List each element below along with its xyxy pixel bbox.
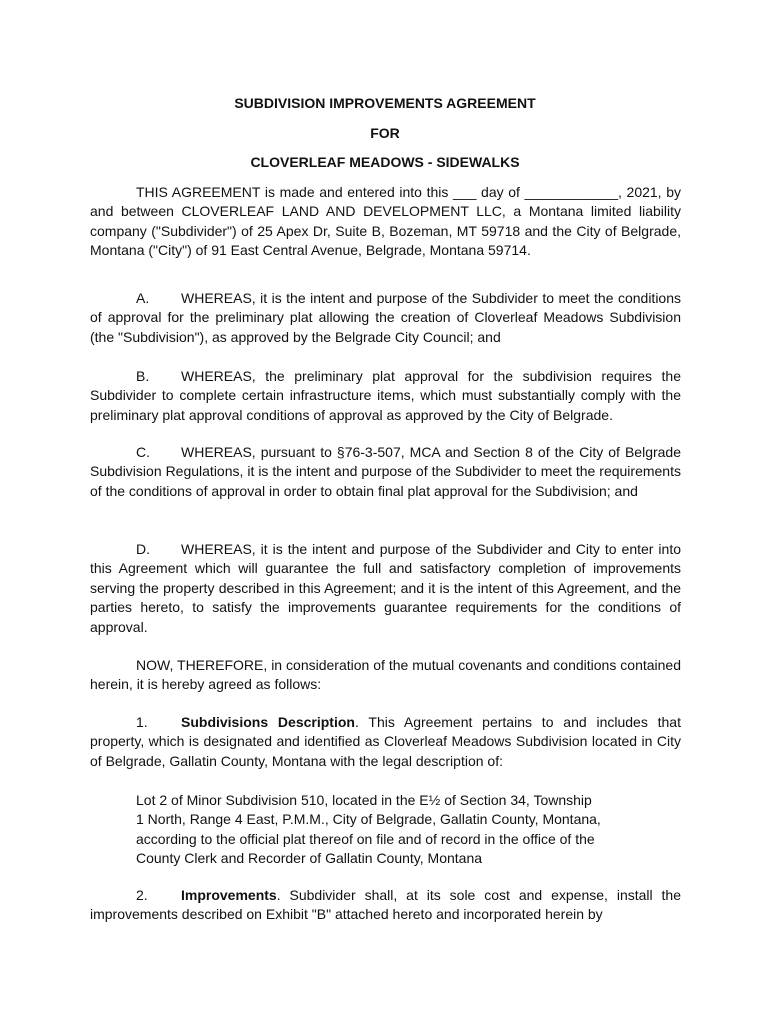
legal-description-line: Lot 2 of Minor Subdivision 510, located in the E½ of Section 34, Township [136,792,592,808]
legal-description-line: according to the official plat thereof on file and of record in the office of the [136,830,595,847]
recital-text: WHEREAS, it is the intent and purpose of the Subdivider to meet the conditions of approval for the preliminary plat allowing the creation of Cloverleaf Meadows Subdivision (the "Subdivision"), as approved by the Belgrade City Council; and [90,290,681,345]
recital-text: WHEREAS, the preliminary plat approval for the subdivision requires the Subdivider to complete certain infrastructure items, which must substantially comply with the preliminary plat approval conditions of approval as approved by the City of Belgrade. [90,368,681,423]
recital-d [90,540,681,637]
section-1 [90,713,681,771]
recital-b [90,367,681,425]
legal-description [136,791,646,869]
document-title-for: FOR [370,125,400,141]
recital-label: A. [136,290,150,306]
section-heading: Improvements [181,887,277,903]
document-title: SUBDIVISION IMPROVEMENTS AGREEMENT [234,95,536,111]
legal-description-line: 1 North, Range 4 East, P.M.M., City of Belgrade, Gallatin County, Montana, [136,811,601,828]
section-text: . This Agreement pertains to and includes that property, which is designated and identified as Cloverleaf Meadows Subdivision located in City of Belgrade, Gallatin County, Montana with the legal description of: [90,714,681,769]
recital-a [90,289,681,347]
recital-text: WHEREAS, it is the intent and purpose of the Subdivider and City to enter into this Agreement which will guarantee the full and satisfactory completion of improvements serving the property described in this Agreement; and it is the intent of this Agreement, and the parties hereto, to satisfy the improvements guarantee requirements for the conditions of approval. [90,541,681,635]
recital-c [90,443,681,501]
recital-label: B. [136,368,150,384]
section-text: . Subdivider shall, at its sole cost and expense, install the improvements described on Exhibit "B" attached hereto and incorporated herein by [90,887,681,923]
section-number: 2. [136,887,148,903]
section-2 [90,886,681,925]
recital-label: C. [136,444,150,460]
recital-label: D. [136,541,150,557]
document-subtitle: CLOVERLEAF MEADOWS - SIDEWALKS [250,154,520,170]
intro-text: THIS AGREEMENT is made and entered into this ___ day of ____________, 2021, by and between CLOVERLEAF LAND AND DEVELOPMENT LLC, a Montana limited liability company ("Subdivider") of 25 Apex Dr, Suite B, Bozeman, MT 59718 and the City of Belgrade, Montana ("City") of 91 East Central Avenue, Belgrade, Montana 59714. [90,184,681,259]
section-heading: Subdivisions Description [181,714,355,730]
intro-paragraph [90,183,681,261]
section-number: 1. [136,714,148,730]
now-therefore-paragraph [90,656,681,695]
legal-description-line: County Clerk and Recorder of Gallatin County, Montana [136,850,483,867]
now-therefore-text: NOW, THEREFORE, in consideration of the mutual covenants and conditions contained herein, it is hereby agreed as follows: [90,657,681,693]
recital-text: WHEREAS, pursuant to §76-3-507, MCA and Section 8 of the City of Belgrade Subdivision Regulations, it is the intent and purpose of the Subdivider to meet the requirements of the conditions of approval in order to obtain final plat approval for the Subdivision; and [90,444,681,499]
